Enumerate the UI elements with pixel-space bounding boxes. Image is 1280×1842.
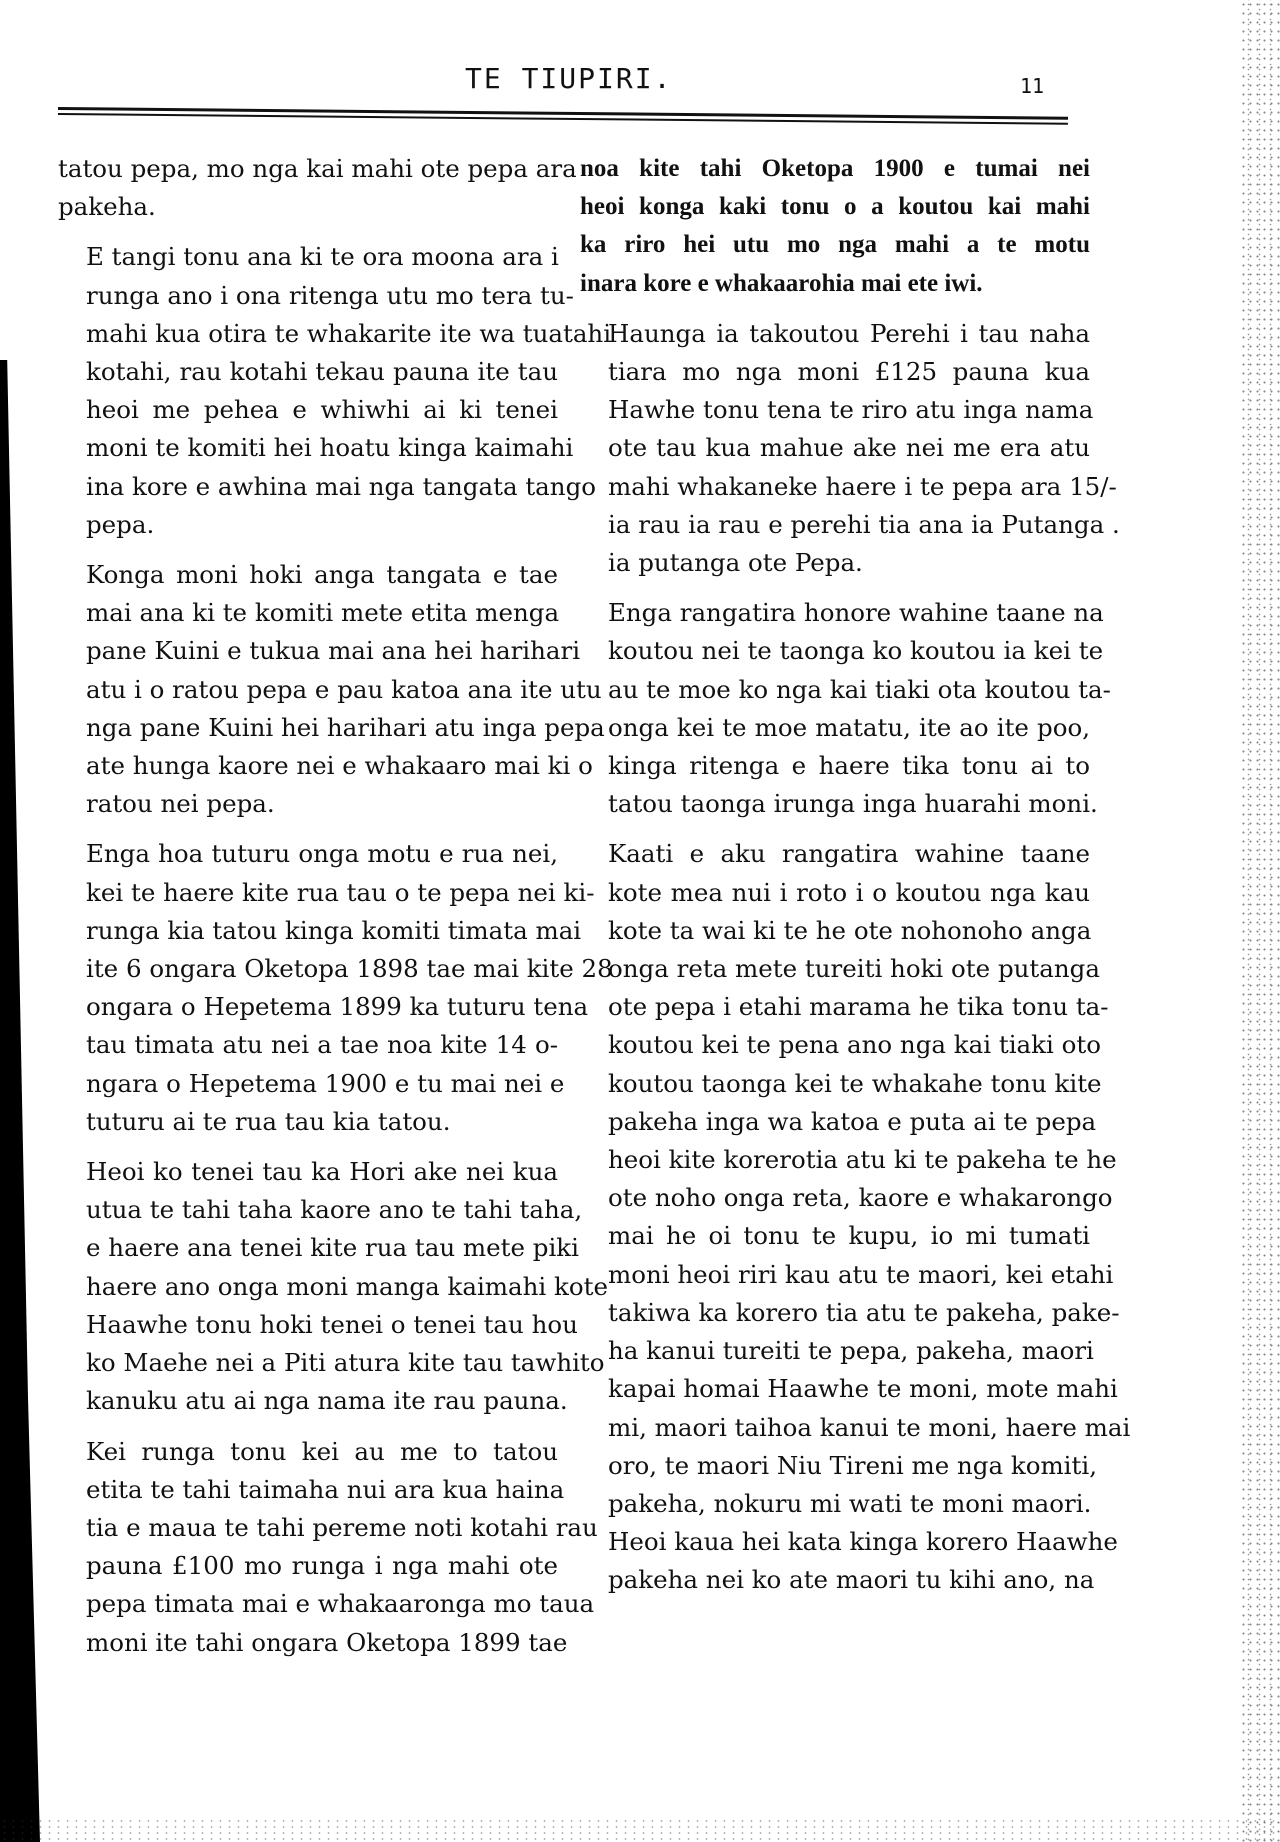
text-line: pakeha, nokuru mi wati te moni maori.: [608, 1488, 1092, 1518]
text-line: Heoi kaua hei kata kinga korero Haawhe: [608, 1527, 1118, 1557]
scan-speckle-bottom: [0, 1818, 1280, 1842]
text-line: E tangi tonu ana ki te ora moona ara i: [86, 242, 559, 272]
paragraph: [58, 835, 613, 1141]
text-line: koutou nei te taonga ko koutou ia kei te: [608, 636, 1104, 666]
text-line: mai ana ki te komiti mete etita menga: [86, 598, 560, 628]
text-line: Kaati e aku rangatira wahine taane: [608, 839, 1090, 869]
text-line: ha kanui tureiti te pepa, pakeha, maori: [608, 1336, 1094, 1366]
text-line: kinga ritenga e haere tika tonu ai to: [608, 751, 1090, 781]
paragraph: [580, 594, 1111, 823]
text-line: kotahi, rau kotahi tekau pauna ite tau: [86, 357, 558, 387]
text-line: heoi me pehea e whiwhi ai ki tenei: [86, 395, 558, 425]
paragraph: [58, 150, 577, 226]
scan-edge-shadow: [0, 360, 40, 1842]
text-line: kanuku atu ai nga nama ite rau pauna.: [86, 1386, 568, 1416]
text-line: tatou taonga irunga inga huarahi moni.: [608, 789, 1098, 819]
text-line: tuturu ai te rua tau kia tatou.: [86, 1106, 451, 1136]
paragraph: [58, 556, 605, 823]
text-line: Heoi ko tenei tau ka Hori ake nei kua: [86, 1157, 558, 1187]
text-line: mai he oi tonu te kupu, io mi tumati: [608, 1221, 1090, 1251]
text-line: Konga moni hoki anga tangata e tae: [86, 560, 558, 590]
text-line: Enga hoa tuturu onga motu e rua nei,: [86, 839, 558, 869]
text-line: kei te haere kite rua tau o te pepa nei ki-: [86, 877, 595, 907]
text-line: ko Maehe nei a Piti atura kite tau tawhito: [86, 1348, 605, 1378]
text-line: mahi kua otira te whakarite ite wa tuatahi: [86, 318, 612, 348]
text-line: haere ano onga moni manga kaimahi kote: [86, 1271, 608, 1301]
text-line: noa kite tahi Oketopa 1900 e tumai nei: [580, 155, 1090, 182]
header-double-rule: [58, 107, 1068, 129]
text-line: nga pane Kuini hei harihari atu inga pepa: [86, 712, 605, 742]
text-line: au te moe ko nga kai tiaki ota koutou ta-: [608, 674, 1111, 704]
text-line: ate hunga kaore nei e whakaaro mai ki o: [86, 751, 593, 781]
text-line: pakeha inga wa katoa e puta ai te pepa: [608, 1106, 1097, 1136]
text-line: kote ta wai ki te he ote nohonoho anga: [608, 915, 1092, 945]
running-head: [0, 62, 1280, 102]
paragraph: [58, 238, 612, 544]
text-line: Haawhe tonu hoki tenei o tenei tau hou: [86, 1309, 578, 1339]
text-line: ia putanga ote Pepa.: [608, 548, 863, 578]
text-line: runga kia tatou kinga komiti timata mai: [86, 915, 582, 945]
text-line: takiwa ka korero tia atu te pakeha, pake-: [608, 1297, 1120, 1327]
text-line: Enga rangatira honore wahine taane na: [608, 598, 1104, 628]
page-number: 11: [1020, 74, 1045, 98]
text-line: koutou taonga kei te whakahe tonu kite: [608, 1068, 1102, 1098]
paragraph: [58, 1433, 598, 1662]
text-line: atu i o ratou pepa e pau katoa ana ite utu: [86, 674, 602, 704]
text-line: oro, te maori Niu Tireni me nga komiti,: [608, 1450, 1097, 1480]
text-line: tia e maua te tahi pereme noti kotahi rau: [86, 1512, 598, 1542]
paragraph: [580, 315, 1120, 582]
text-line: tiara mo nga moni £125 pauna kua: [608, 357, 1090, 387]
paragraph: [580, 150, 1090, 303]
text-line: utua te tahi taha kaore ano te tahi taha,: [86, 1195, 583, 1225]
text-line: moni te komiti hei hoatu kinga kaimahi: [86, 433, 574, 463]
text-line: ote pepa i etahi marama he tika tonu ta-: [608, 992, 1109, 1022]
text-line: ia rau ia rau e perehi tia ana ia Putanga .: [608, 509, 1120, 539]
text-line: inara kore e whakaarohia mai ete iwi.: [580, 269, 983, 297]
text-line: onga kei te moe matatu, ite ao ite poo,: [608, 712, 1090, 742]
text-line: pepa.: [86, 509, 155, 539]
text-line: pauna £100 mo runga i nga mahi ote: [86, 1551, 558, 1581]
paragraph: [58, 1153, 608, 1420]
text-line: ka riro hei utu mo nga mahi a te motu: [580, 231, 1090, 259]
text-line: kote mea nui i roto i o koutou nga kau: [608, 877, 1090, 907]
right-column: [580, 150, 1131, 1612]
text-line: runga ano i ona ritenga utu mo tera tu-: [86, 280, 574, 310]
text-line: ote noho onga reta, kaore e whakarongo: [608, 1183, 1113, 1213]
text-line: moni heoi riri kau atu te maori, kei etahi: [608, 1259, 1114, 1289]
paragraph: [580, 835, 1131, 1599]
text-line: pakeha.: [58, 192, 156, 222]
text-line: pepa timata mai e whakaaronga mo taua: [86, 1589, 595, 1619]
text-line: ote tau kua mahue ake nei me era atu: [608, 433, 1090, 463]
text-line: onga reta mete tureiti hoki ote putanga: [608, 954, 1100, 984]
text-line: ratou nei pepa.: [86, 789, 275, 819]
text-line: heoi konga kaki tonu o a koutou kai mahi: [580, 193, 1090, 221]
text-line: mi, maori taihoa kanui te moni, haere mai: [608, 1412, 1131, 1442]
text-line: koutou kei te pena ano nga kai tiaki oto: [608, 1030, 1101, 1060]
text-line: kapai homai Haawhe te moni, mote mahi: [608, 1374, 1118, 1404]
scan-speckle-right: [1240, 0, 1280, 1842]
text-line: ongara o Hepetema 1899 ka tuturu tena: [86, 992, 589, 1022]
running-title: TE TIUPIRI.: [465, 62, 673, 95]
text-line: ite 6 ongara Oketopa 1898 tae mai kite 28: [86, 954, 613, 984]
text-line: Haunga ia takoutou Perehi i tau naha: [608, 318, 1090, 348]
text-line: tau timata atu nei a tae noa kite 14 o-: [86, 1030, 558, 1060]
text-line: ngara o Hepetema 1900 e tu mai nei e: [86, 1068, 565, 1098]
text-line: Kei runga tonu kei au me to tatou: [86, 1436, 558, 1466]
text-line: tatou pepa, mo nga kai mahi ote pepa ara: [58, 154, 577, 183]
text-line: heoi kite korerotia atu ki te pakeha te he: [608, 1145, 1117, 1175]
text-line: moni ite tahi ongara Oketopa 1899 tae: [86, 1627, 568, 1657]
text-line: mahi whakaneke haere i te pepa ara 15/-: [608, 471, 1117, 501]
left-column: [58, 150, 613, 1674]
text-line: pakeha nei ko ate maori tu kihi ano, na: [608, 1565, 1095, 1595]
text-line: Hawhe tonu tena te riro atu inga nama: [608, 395, 1094, 425]
text-line: e haere ana tenei kite rua tau mete piki: [86, 1233, 579, 1263]
text-line: etita te tahi taimaha nui ara kua haina: [86, 1474, 565, 1504]
text-line: pane Kuini e tukua mai ana hei harihari: [86, 636, 581, 666]
text-line: ina kore e awhina mai nga tangata tango: [86, 471, 597, 501]
